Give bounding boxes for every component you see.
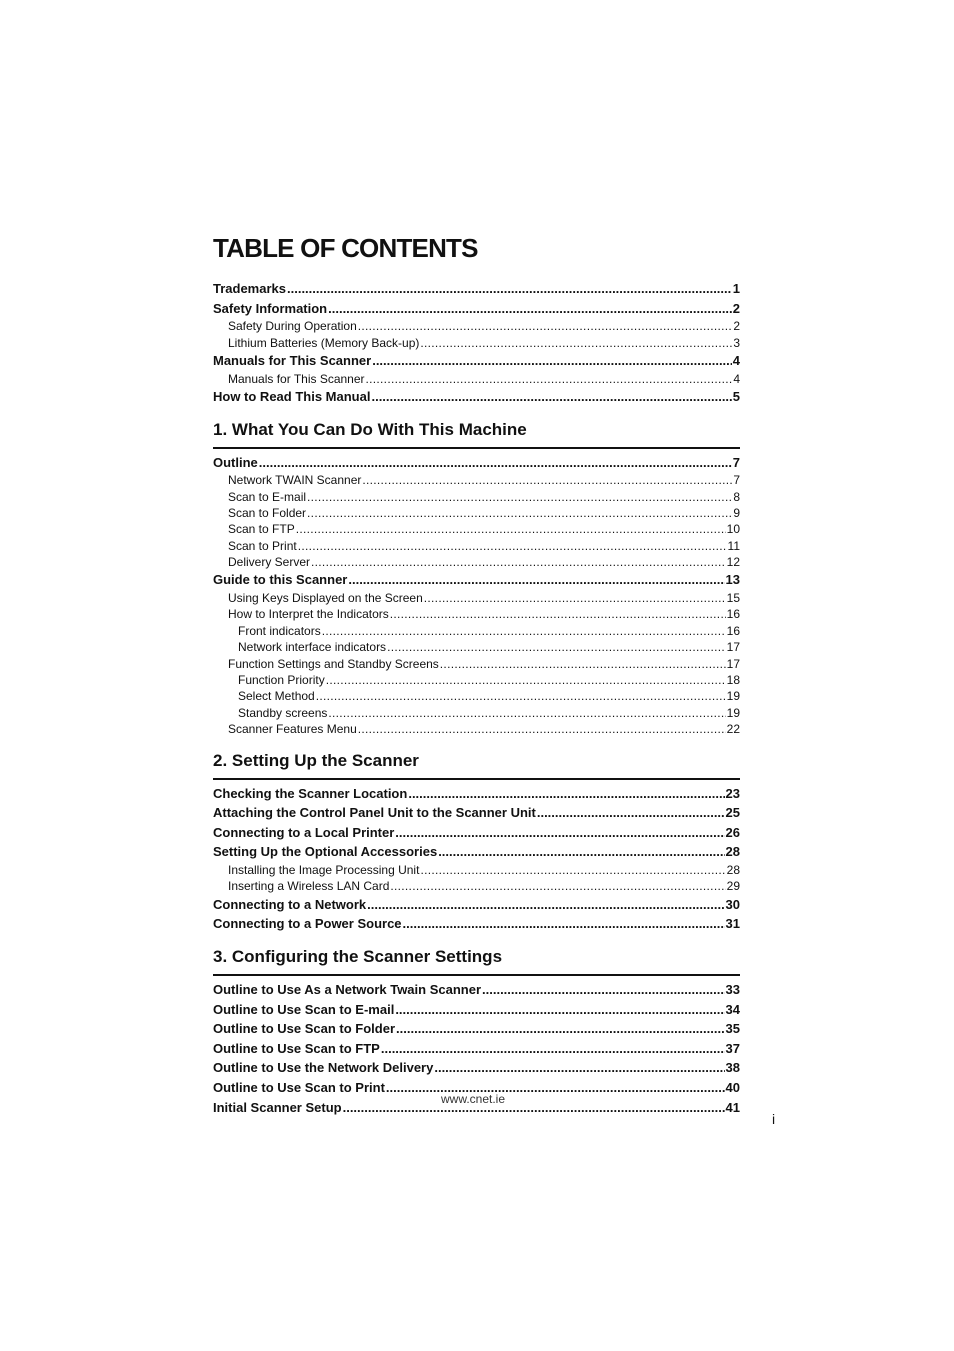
toc-entry-page: 10 [726, 522, 740, 537]
dot-leader [390, 606, 726, 622]
toc-entry-page: 18 [726, 673, 740, 688]
toc-entry[interactable] [213, 639, 740, 655]
toc-entry[interactable] [213, 823, 740, 843]
toc-entry[interactable] [213, 1019, 740, 1039]
dot-leader [482, 980, 725, 1000]
toc-entry[interactable] [213, 1000, 740, 1020]
toc-entry-page: 3 [733, 335, 740, 350]
dot-leader [307, 489, 732, 505]
dot-leader [537, 803, 725, 823]
toc-entry-title: Attaching the Control Panel Unit to the Scanner Unit [213, 805, 536, 821]
dot-leader [358, 721, 726, 737]
toc-entry-page: 33 [725, 981, 740, 997]
toc-entry-page: 1 [732, 281, 740, 296]
toc-entry-page: 31 [725, 916, 740, 932]
page-number: i [772, 1111, 776, 1127]
table-of-contents [213, 232, 740, 1117]
toc-entry[interactable] [213, 1058, 740, 1078]
dot-leader [328, 705, 725, 721]
toc-entry-page: 4 [733, 371, 740, 386]
toc-entry[interactable] [213, 842, 740, 862]
dot-leader [396, 1019, 725, 1039]
toc-entry[interactable] [213, 279, 740, 299]
toc-entry[interactable] [213, 318, 740, 334]
toc-entry-page: 19 [726, 689, 740, 704]
toc-entry-page: 2 [733, 319, 740, 334]
toc-entry[interactable] [213, 721, 740, 737]
toc-entry-page: 17 [726, 640, 740, 655]
toc-entry-title: Outline to Use Scan to FTP [213, 1040, 380, 1056]
toc-entry-title: Function Priority [238, 673, 325, 688]
toc-entry-title: Standby screens [238, 705, 328, 720]
toc-entry[interactable] [213, 505, 740, 521]
toc-entry[interactable] [213, 299, 740, 319]
toc-entry[interactable] [213, 453, 740, 473]
page-title: TABLE OF CONTENTS [213, 233, 478, 263]
toc-entry[interactable] [213, 878, 740, 894]
dot-leader [322, 623, 726, 639]
toc-entry-page: 16 [726, 623, 740, 638]
chapter-2 [213, 750, 740, 934]
toc-entry[interactable] [213, 554, 740, 570]
toc-entry-page: 13 [725, 572, 740, 588]
toc-entry[interactable] [213, 335, 740, 351]
toc-entry-page: 11 [727, 538, 740, 553]
toc-entry[interactable] [213, 656, 740, 672]
toc-entry-title: Lithium Batteries (Memory Back-up) [228, 335, 420, 350]
toc-entry-title: Network TWAIN Scanner [228, 473, 362, 488]
toc-entry-title: Outline to Use Scan to Folder [213, 1021, 396, 1037]
toc-entry-title: Trademarks [213, 281, 286, 296]
dot-leader [420, 335, 732, 351]
toc-entry-title: Delivery Server [228, 555, 311, 570]
watermark-text: www.cnet.ie [441, 1092, 506, 1106]
chapter-2-entries [213, 784, 740, 934]
toc-entry-page: 7 [732, 454, 740, 470]
toc-entry[interactable] [213, 489, 740, 505]
dot-leader [343, 1098, 725, 1118]
chapter-1 [213, 419, 740, 738]
toc-entry[interactable] [213, 472, 740, 488]
toc-entry-title: Scanner Features Menu [228, 722, 357, 737]
dot-leader [298, 538, 727, 554]
toc-entry-title: Safety During Operation [228, 319, 357, 334]
toc-entry[interactable] [213, 623, 740, 639]
toc-entry[interactable] [213, 387, 740, 407]
dot-leader [259, 453, 732, 473]
toc-entry-title: Outline to Use the Network Delivery [213, 1060, 434, 1076]
dot-leader [408, 784, 724, 804]
dot-leader [403, 914, 725, 934]
toc-entry-title: Safety Information [213, 300, 328, 316]
dot-leader [311, 554, 726, 570]
toc-entry-title: Checking the Scanner Location [213, 785, 408, 801]
dot-leader [316, 688, 726, 704]
toc-entry[interactable] [213, 688, 740, 704]
toc-entry-title: Outline [213, 454, 258, 470]
toc-entry-page: 34 [725, 1001, 740, 1017]
dot-leader [307, 505, 732, 521]
toc-entry-title: Outline to Use Scan to Print [213, 1079, 385, 1095]
toc-entry[interactable] [213, 862, 740, 878]
dot-leader [395, 1000, 724, 1020]
toc-entry-title: Setting Up the Optional Accessories [213, 844, 438, 860]
toc-entry-title: Scan to E-mail [228, 489, 307, 504]
toc-entry[interactable] [213, 570, 740, 590]
toc-entry-title: How to Interpret the Indicators [228, 607, 389, 622]
toc-entry[interactable] [213, 371, 740, 387]
toc-entry[interactable] [213, 803, 740, 823]
dot-leader [420, 862, 725, 878]
dot-leader [287, 279, 732, 299]
toc-entry-page: 9 [733, 505, 740, 520]
dot-leader [366, 371, 733, 387]
toc-entry-title: Select Method [238, 689, 315, 704]
dot-leader [296, 521, 726, 537]
toc-entry-page: 2 [732, 300, 740, 316]
toc-entry-page: 41 [725, 1099, 740, 1115]
dot-leader [386, 1078, 725, 1098]
toc-entry[interactable] [213, 914, 740, 934]
dot-leader [440, 656, 726, 672]
dot-leader [390, 878, 725, 894]
chapter-title: 3. Configuring the Scanner Settings [213, 946, 740, 976]
toc-entry-title: Initial Scanner Setup [213, 1099, 342, 1115]
dot-leader [362, 472, 732, 488]
dot-leader [348, 570, 724, 590]
toc-entry-title: Network interface indicators [238, 640, 387, 655]
toc-entry[interactable] [213, 606, 740, 622]
toc-entry-title: Front indicators [238, 623, 321, 638]
toc-entry[interactable] [213, 538, 740, 554]
dot-leader [381, 1039, 725, 1059]
toc-entry-title: Manuals for This Scanner [213, 352, 372, 368]
toc-entry-page: 28 [726, 862, 740, 877]
toc-entry-title: How to Read This Manual [213, 388, 371, 404]
dot-leader [358, 318, 733, 334]
toc-entry-title: Inserting a Wireless LAN Card [228, 879, 390, 894]
toc-entry-page: 37 [725, 1040, 740, 1056]
toc-entry-page: 15 [726, 591, 740, 606]
dot-leader [438, 842, 724, 862]
toc-entry[interactable] [213, 895, 740, 915]
dot-leader [424, 590, 726, 606]
toc-entry[interactable] [213, 784, 740, 804]
dot-leader [371, 387, 731, 407]
toc-entry-page: 19 [726, 705, 740, 720]
chapter-title: 1. What You Can Do With This Machine [213, 419, 740, 449]
toc-entry[interactable] [213, 351, 740, 371]
toc-entry-title: Scan to Folder [228, 505, 307, 520]
dot-leader [372, 351, 732, 371]
toc-entry[interactable] [213, 521, 740, 537]
dot-leader [328, 299, 732, 319]
toc-entry-page: 4 [732, 352, 740, 368]
front-matter-section [213, 279, 740, 407]
toc-entry[interactable] [213, 672, 740, 688]
chapter-title: 2. Setting Up the Scanner [213, 750, 740, 780]
dot-leader [434, 1058, 724, 1078]
toc-entry[interactable] [213, 1039, 740, 1059]
dot-leader [387, 639, 726, 655]
front-matter-entries [213, 279, 740, 407]
dot-leader [367, 895, 724, 915]
toc-entry-title: Outline to Use As a Network Twain Scanner [213, 981, 482, 997]
chapter-1-entries [213, 453, 740, 738]
toc-entry-page: 23 [725, 785, 740, 801]
toc-entry-title: Connecting to a Local Printer [213, 824, 395, 840]
toc-entry-title: Connecting to a Network [213, 896, 367, 912]
toc-entry-title: Scan to FTP [228, 522, 295, 537]
toc-entry-title: Manuals for This Scanner [228, 371, 365, 386]
toc-entry[interactable] [213, 705, 740, 721]
toc-entry-title: Connecting to a Power Source [213, 916, 402, 932]
toc-entry-page: 38 [725, 1060, 740, 1076]
dot-leader [395, 823, 724, 843]
toc-entry-page: 35 [725, 1021, 740, 1037]
toc-entry-page: 12 [726, 555, 740, 570]
toc-entry-title: Guide to this Scanner [213, 572, 348, 588]
toc-entry-title: Scan to Print [228, 538, 297, 553]
toc-entry-page: 29 [726, 879, 740, 894]
toc-entry-title: Function Settings and Standby Screens [228, 656, 439, 671]
toc-entry-page: 7 [733, 473, 740, 488]
toc-entry[interactable] [213, 980, 740, 1000]
toc-entry[interactable] [213, 590, 740, 606]
toc-entry-page: 22 [726, 722, 740, 737]
toc-entry-page: 17 [726, 656, 740, 671]
toc-entry-page: 8 [733, 489, 740, 504]
toc-entry-page: 40 [725, 1079, 740, 1095]
dot-leader [326, 672, 726, 688]
toc-entry-page: 25 [725, 805, 740, 821]
toc-entry-page: 30 [725, 896, 740, 912]
toc-entry-page: 16 [726, 607, 740, 622]
toc-entry-page: 28 [725, 844, 740, 860]
toc-entry-title: Installing the Image Processing Unit [228, 862, 420, 877]
toc-entry-title: Using Keys Displayed on the Screen [228, 591, 423, 606]
toc-entry-page: 5 [732, 388, 740, 404]
toc-entry-title: Outline to Use Scan to E-mail [213, 1001, 395, 1017]
toc-entry-page: 26 [725, 824, 740, 840]
